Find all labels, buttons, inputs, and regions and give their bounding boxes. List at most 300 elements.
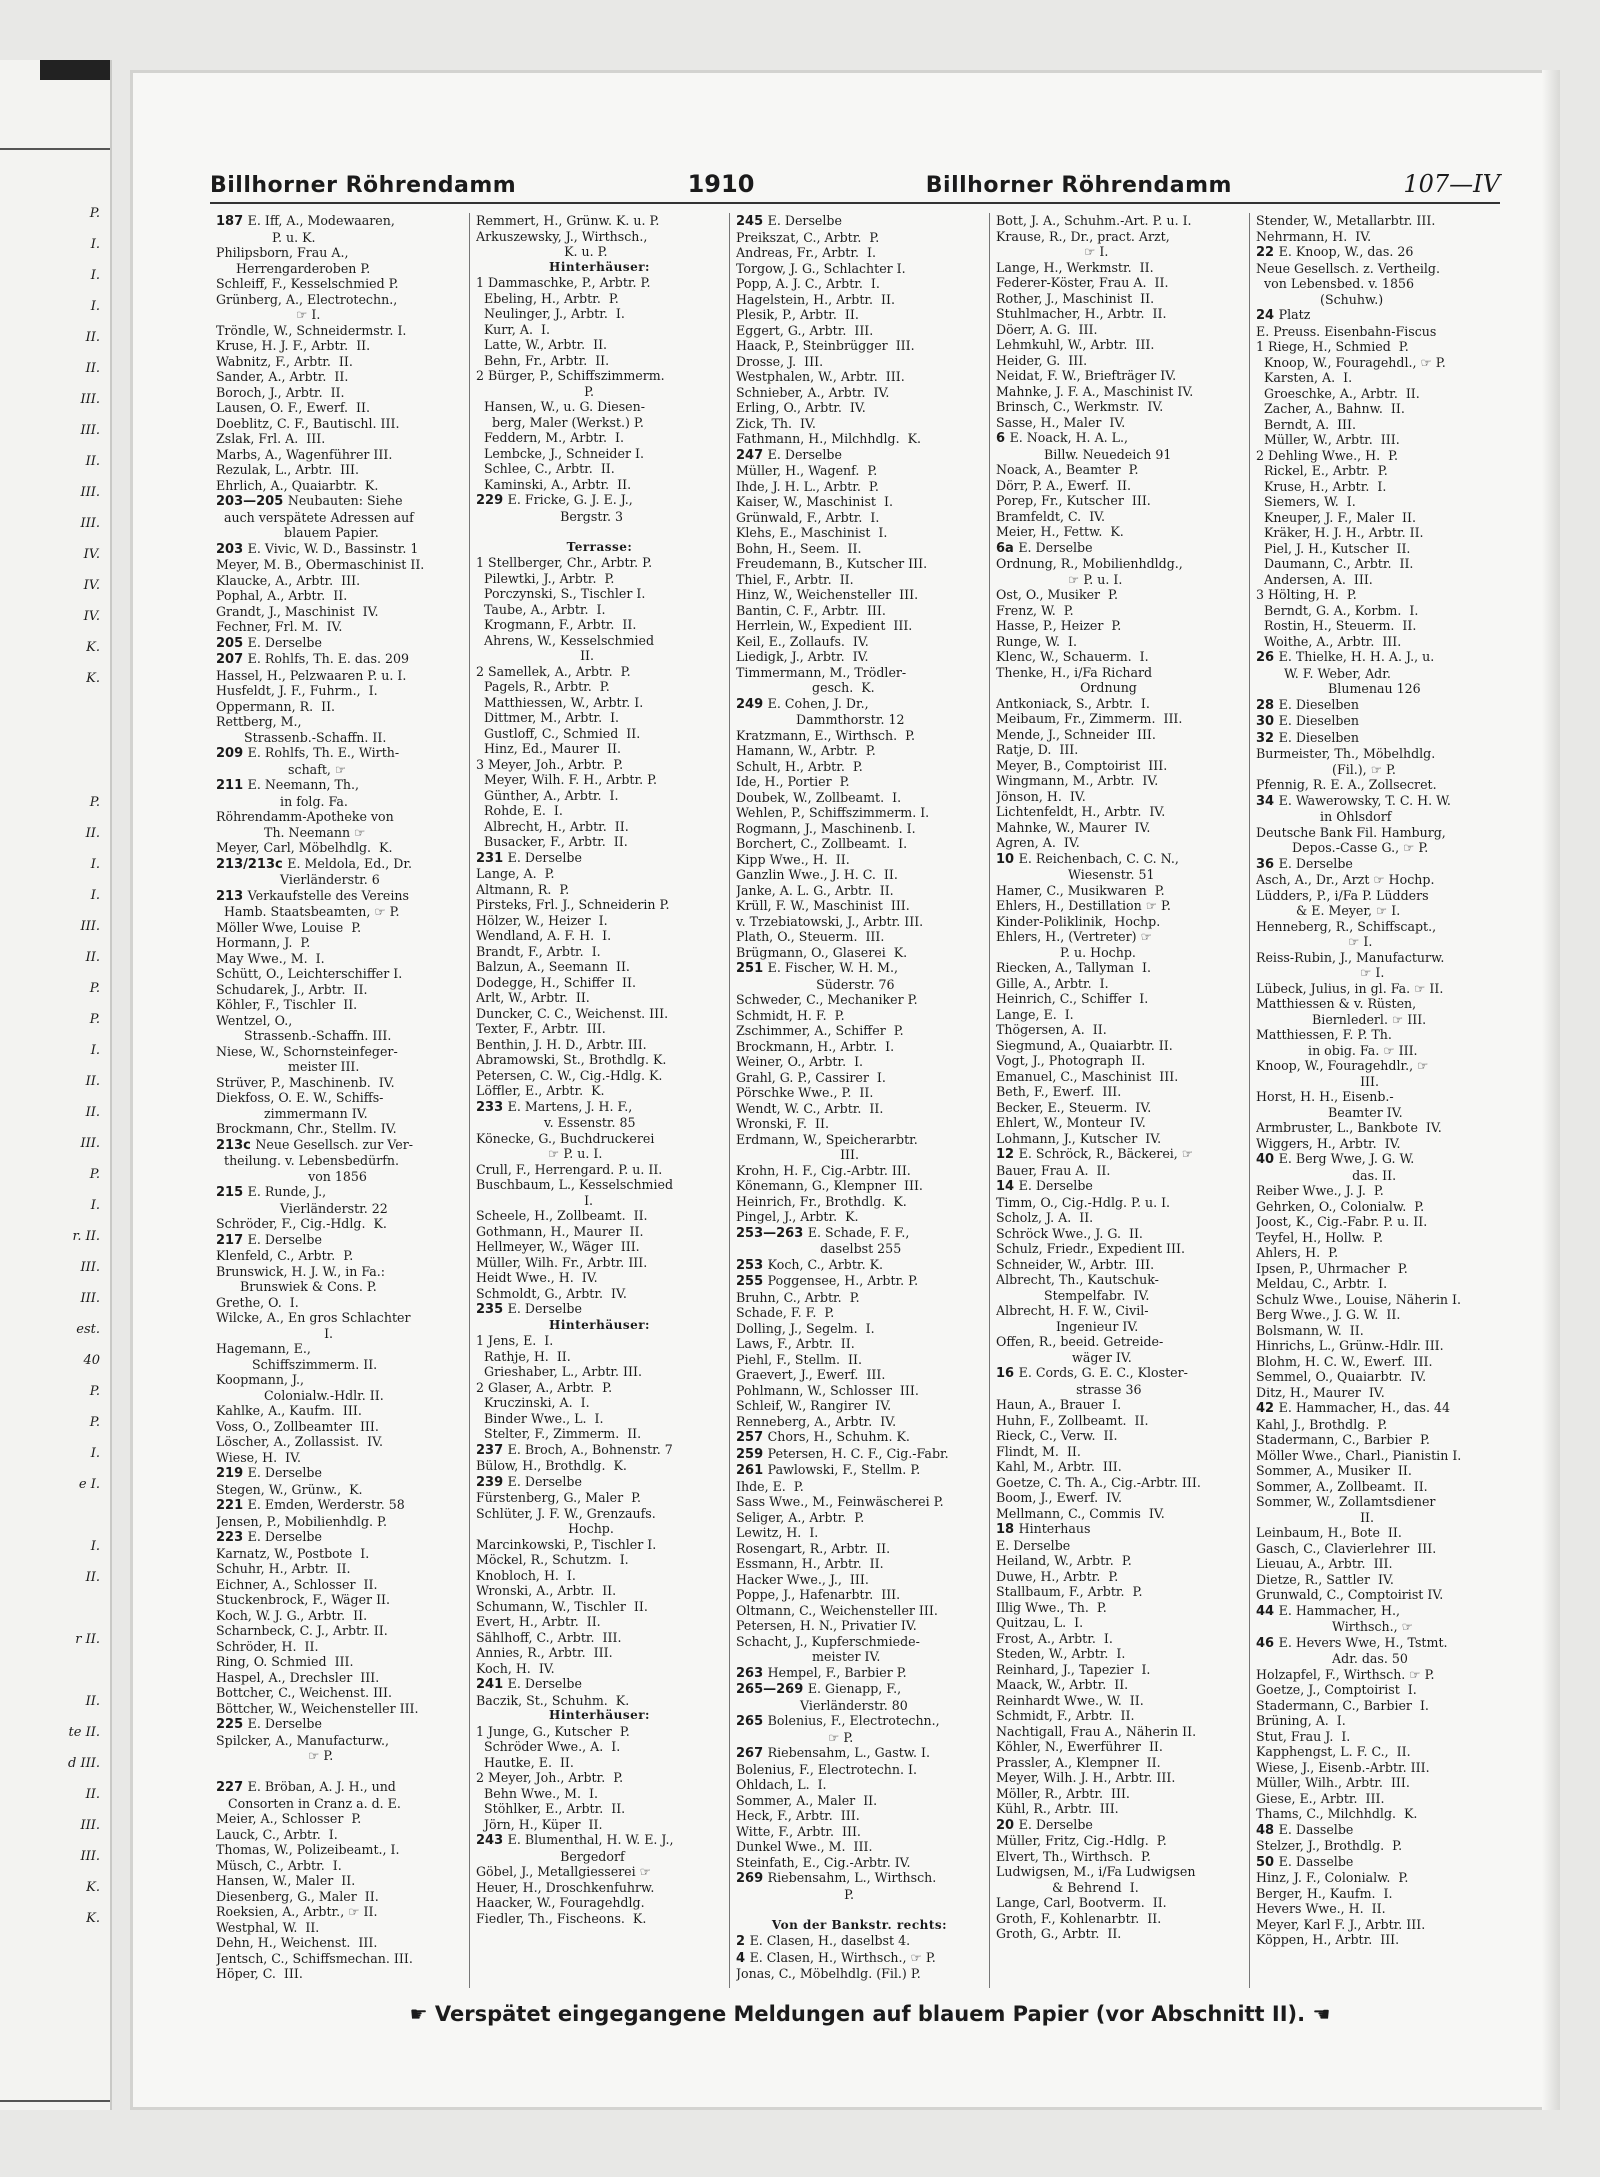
house-number-entry — [1256, 1400, 1504, 1417]
entry-text: E. Derselbe — [507, 849, 582, 865]
resident-entry: Keil, E., Zollaufs. IV. — [736, 633, 869, 649]
resident-entry: Stadermann, C., Barbier P. — [1256, 1432, 1430, 1447]
resident-entry: 2 Samellek, A., Arbtr. P. — [476, 663, 631, 679]
entry-text: E. Schröck, R., Bäckerei, ☞ — [1018, 1146, 1194, 1161]
resident-entry: Kaiser, W., Maschinist I. — [736, 494, 893, 509]
directory-page — [130, 70, 1560, 2110]
entry-text: E. Reichenbach, C. C. N., — [1018, 850, 1179, 866]
resident-entry: Sommer, A., Maler II. — [736, 1792, 878, 1808]
resident-entry: Müller, W., Arbtr. III. — [1256, 432, 1400, 447]
resident-entry: Biernlederl. ☞ III. — [1256, 1011, 1427, 1027]
resident-entry: Heider, G. III. — [996, 352, 1088, 368]
resident-entry: Colonialw.-Hdlr. II. — [216, 1387, 384, 1403]
resident-entry: Ludwigsen, M., i/Fa Ludwigsen — [996, 1864, 1196, 1879]
house-number: 259 — [736, 1446, 768, 1462]
resident-entry: zimmermann IV. — [216, 1105, 368, 1121]
house-number-entry — [996, 430, 1243, 447]
entry-text: E. Thielke, H. H. A. J., u. — [1278, 649, 1435, 664]
resident-entry: Behn Wwe., M. I. — [476, 1785, 599, 1801]
resident-entry: Abramowski, St., Brothdlg. K. — [476, 1052, 667, 1067]
resident-entry: Hagelstein, H., Arbtr. II. — [736, 291, 895, 307]
resident-entry: Kapphengst, L. F. C., II. — [1256, 1744, 1411, 1759]
resident-entry: Rostin, H., Steuerm. II. — [1256, 618, 1417, 633]
previous-page-fragment: II. — [85, 361, 100, 376]
resident-entry: Plesik, P., Arbtr. II. — [736, 307, 859, 322]
resident-entry: Jentsch, C., Schiffsmechan. III. — [216, 1950, 413, 1966]
previous-page-fragment: III. — [80, 1818, 100, 1833]
previous-page-rule — [0, 2100, 110, 2102]
entry-text: E. Wawerowsky, T. C. H. W. — [1278, 792, 1451, 808]
previous-page-fragment: II. — [85, 1074, 100, 1089]
resident-entry: Klaucke, A., Arbtr. III. — [216, 572, 361, 588]
entry-text: E. Clasen, H., daselbst 4. — [749, 1933, 911, 1948]
resident-entry: Hinz, J. F., Colonialw. P. — [1256, 1870, 1409, 1885]
resident-entry: Möller, R., Arbtr. III. — [996, 1785, 1130, 1801]
resident-entry: Wendland, A. F. H. I. — [476, 928, 612, 943]
house-number-entry — [736, 447, 983, 464]
resident-entry: III. — [736, 1147, 860, 1162]
previous-page-fragment: II. — [85, 1787, 100, 1802]
resident-entry: Brunswiek & Cons. P. — [216, 1279, 377, 1294]
house-number: 217 — [216, 1232, 248, 1248]
resident-entry: Westphalen, W., Arbtr. III. — [736, 369, 905, 384]
previous-page-fragment: K. — [86, 671, 100, 686]
resident-entry: Graevert, J., Ewerf. III. — [736, 1367, 886, 1382]
resident-entry: Diesenberg, G., Maler II. — [216, 1888, 379, 1904]
resident-entry: Schröck Wwe., J. G. II. — [996, 1225, 1143, 1241]
resident-entry: Doubek, W., Zollbeamt. I. — [736, 789, 902, 805]
house-number: 32 — [1256, 730, 1279, 746]
resident-entry: Kruczinski, A. I. — [476, 1395, 590, 1410]
resident-entry: Scholz, J. A. II. — [996, 1210, 1094, 1225]
resident-entry: 2 Dehling Wwe., H. P. — [1256, 447, 1399, 463]
resident-entry: Lembcke, J., Schneider I. — [476, 445, 644, 461]
resident-entry: Leinbaum, H., Bote II. — [1256, 1525, 1402, 1540]
entry-text: E. Iff, A., Modewaaren, — [247, 213, 395, 228]
house-number-entry — [736, 960, 983, 977]
house-number: 10 — [996, 851, 1019, 867]
resident-entry: ☞ I. — [1256, 934, 1373, 949]
resident-entry: 1 Stellberger, Chr., Arbtr. P. — [476, 555, 653, 570]
house-number-entry — [1256, 1854, 1504, 1871]
entry-text: E. Fischer, W. H. M., — [767, 960, 898, 975]
resident-entry: Kahlke, A., Kaufm. III. — [216, 1403, 362, 1418]
entry-text: Verkaufstelle des Vereins — [247, 887, 409, 903]
house-number-entry — [216, 635, 463, 652]
resident-entry: Könecke, G., Buchdruckerei — [476, 1130, 655, 1146]
house-number: 215 — [216, 1185, 248, 1200]
house-number-entry — [736, 1665, 983, 1682]
resident-entry: Klenfeld, C., Arbtr. P. — [216, 1248, 354, 1263]
entry-text: Petersen, H. C. F., Cig.-Fabr. — [767, 1445, 949, 1461]
resident-entry: Hochp. — [476, 1521, 614, 1536]
resident-entry: Holzapfel, F., Wirthsch. ☞ P. — [1256, 1666, 1435, 1682]
resident-entry: Frost, A., Arbtr. I. — [996, 1630, 1113, 1646]
house-number-entry — [216, 1529, 463, 1546]
previous-page-fragment: III. — [80, 1849, 100, 1864]
resident-entry: Schmoldt, G., Arbtr. IV. — [476, 1285, 627, 1301]
house-number: 16 — [996, 1366, 1019, 1381]
resident-entry: Reinhardt Wwe., W. II. — [996, 1692, 1144, 1708]
resident-entry: Krause, R., Dr., pract. Arzt, — [996, 228, 1170, 244]
house-number: 245 — [736, 214, 768, 229]
resident-entry: Preikszat, C., Arbtr. P. — [736, 229, 880, 245]
previous-page-fragment: te II. — [68, 1725, 100, 1740]
resident-entry: Hormann, J. P. — [216, 935, 311, 950]
resident-entry: in folg. Fa. — [216, 793, 348, 809]
entry-text: E. Cohen, J. Dr., — [767, 695, 869, 711]
resident-entry: Boroch, J., Arbtr. II. — [216, 384, 345, 400]
resident-entry: Möller Wwe., Charl., Pianistin I. — [1256, 1447, 1462, 1463]
resident-entry: Eichner, A., Schlosser II. — [216, 1576, 378, 1592]
resident-entry: Herrlein, W., Expedient III. — [736, 618, 913, 633]
entry-text: E. Gienapp, F., — [807, 1681, 902, 1696]
resident-entry: (Fil.), ☞ P. — [1256, 761, 1396, 777]
house-number-entry — [216, 493, 463, 510]
resident-entry: & E. Meyer, ☞ I. — [1256, 903, 1401, 918]
resident-entry: Kinder-Poliklinik, Hochp. — [996, 913, 1161, 929]
entry-text: E. Vivic, W. D., Bassinstr. 1 — [247, 540, 419, 556]
resident-entry: Ditz, H., Maurer IV. — [1256, 1384, 1385, 1400]
entry-text: E. Dieselben — [1278, 729, 1359, 745]
house-number: 213 — [216, 888, 248, 904]
resident-entry: Schlee, C., Arbtr. II. — [476, 461, 615, 476]
resident-entry: gesch. K. — [736, 680, 875, 695]
resident-entry: Schulz, Friedr., Expedient III. — [996, 1241, 1185, 1256]
resident-entry: Neulinger, J., Arbtr. I. — [476, 306, 625, 321]
resident-entry: Hölzer, W., Heizer I. — [476, 912, 608, 928]
resident-entry: Ahrens, W., Kesselschmied — [476, 632, 655, 648]
resident-entry: Hinz, W., Weichensteller III. — [736, 587, 919, 602]
house-number: 34 — [1256, 793, 1279, 809]
resident-entry: Brinsch, C., Werkmstr. IV. — [996, 399, 1164, 414]
resident-entry: Roeksien, A., Arbtr., ☞ II. — [216, 1904, 378, 1919]
resident-entry: Hansen, W., u. G. Diesen- — [476, 399, 645, 414]
resident-entry: Herrengarderoben P. — [216, 260, 371, 276]
resident-entry: Lübeck, Julius, in gl. Fa. ☞ II. — [1256, 980, 1444, 996]
resident-entry: Dammthorstr. 12 — [736, 712, 905, 727]
resident-entry: 2 Glaser, A., Arbtr. P. — [476, 1379, 613, 1395]
resident-entry: Thams, C., Milchhdlg. K. — [1256, 1806, 1418, 1821]
previous-page-fragment: I. — [90, 857, 100, 872]
resident-entry: Jonas, C., Möbelhdlg. (Fil.) P. — [736, 1966, 921, 1981]
resident-entry: Jörn, H., Küper II. — [476, 1816, 603, 1832]
resident-entry: Döerr, A. G. III. — [996, 321, 1098, 337]
resident-entry: Schade, F. F. P. — [736, 1305, 835, 1320]
entry-text: E. Hammacher, H., — [1278, 1602, 1400, 1618]
previous-page-fragment: P. — [89, 795, 100, 810]
resident-entry — [476, 524, 723, 540]
resident-entry: Andersen, A. III. — [1256, 571, 1373, 587]
resident-entry: Grieshaber, L., Arbtr. III. — [476, 1364, 642, 1379]
resident-entry: Deutsche Bank Fil. Hamburg, — [1256, 824, 1446, 840]
house-number-entry — [1256, 1635, 1504, 1652]
resident-entry: Giese, E., Arbtr. III. — [1256, 1790, 1385, 1806]
resident-entry: Bohn, H., Seem. II. — [736, 540, 862, 556]
resident-entry: Asch, A., Dr., Arzt ☞ Hochp. — [1256, 872, 1435, 887]
resident-entry: Pörschke Wwe., P. II. — [736, 1085, 874, 1100]
resident-entry: Hinz, Ed., Maurer II. — [476, 741, 622, 756]
previous-page-fragment: I. — [90, 268, 100, 283]
resident-entry: Pilewtki, J., Arbtr. P. — [476, 570, 615, 586]
resident-entry: Siemers, W. I. — [1256, 494, 1356, 509]
resident-entry: Ehrlich, A., Quaiarbtr. K. — [216, 477, 379, 493]
resident-entry: Meyer, M. B., Obermaschinist II. — [216, 557, 425, 572]
resident-entry: Heidt Wwe., H. IV. — [476, 1270, 598, 1285]
resident-entry: Timm, O., Cig.-Hdlg. P. u. I. — [996, 1194, 1171, 1210]
resident-entry: Schult, H., Arbtr. P. — [736, 758, 863, 774]
section-heading: Terrasse: — [566, 539, 633, 554]
resident-entry: v. Trzebiatowski, J., Arbtr. III. — [736, 913, 924, 929]
resident-entry: Klehs, E., Maschinist I. — [736, 525, 888, 540]
entry-text: Platz — [1278, 307, 1311, 322]
entry-text: E. Neemann, Th., — [247, 777, 359, 792]
house-number: 36 — [1256, 856, 1279, 872]
house-number: 22 — [1256, 245, 1279, 260]
resident-entry: Daumann, C., Arbtr. II. — [1256, 556, 1414, 571]
resident-entry: Horst, H. H., Eisenb.- — [1256, 1089, 1394, 1104]
resident-entry: Arlt, W., Arbtr. II. — [476, 990, 590, 1005]
entry-text: E. Derselbe — [1018, 539, 1093, 555]
resident-entry: P. u. Hochp. — [996, 944, 1136, 960]
resident-entry: 1 Riege, H., Schmied P. — [1256, 339, 1409, 354]
pointing-hand-left-icon: ☚ — [1312, 2002, 1331, 2026]
resident-entry: 3 Meyer, Joh., Arbtr. P. — [476, 756, 624, 772]
resident-entry: Oltmann, C., Weichensteller III. — [736, 1602, 938, 1618]
late-entries-note — [330, 2002, 1410, 2026]
resident-entry: ☞ P. u. I. — [996, 571, 1123, 587]
previous-page-fragment: II. — [85, 330, 100, 345]
resident-entry: Haack, P., Steinbrügger III. — [736, 338, 915, 353]
resident-entry: Brunswick, H. J. W., in Fa.: — [216, 1263, 386, 1279]
resident-entry: Lange, A. P. — [476, 866, 555, 881]
house-number-entry — [736, 1462, 983, 1479]
resident-entry: Schweder, C., Mechaniker P. — [736, 992, 918, 1007]
resident-entry: Ebeling, H., Arbtr. P. — [476, 290, 619, 306]
resident-entry: Siegmund, A., Quaiarbtr. II. — [996, 1037, 1173, 1053]
resident-entry: Süderstr. 76 — [736, 976, 895, 992]
resident-entry: Billw. Neuedeich 91 — [996, 446, 1172, 462]
resident-entry: Seliger, A., Arbtr. P. — [736, 1509, 865, 1525]
house-number-entry — [736, 1225, 983, 1242]
resident-entry: Dietze, R., Sattler IV. — [1256, 1571, 1394, 1587]
previous-page-fragment: III. — [80, 516, 100, 531]
resident-entry: Buschbaum, L., Kesselschmied — [476, 1177, 674, 1192]
house-number-entry — [736, 1257, 983, 1274]
resident-entry: Riecken, A., Tallyman I. — [996, 960, 1151, 975]
previous-page-fragment: P. — [89, 1384, 100, 1399]
resident-entry: Karnatz, W., Postbote I. — [216, 1545, 370, 1561]
house-number-entry — [736, 1429, 983, 1446]
resident-entry: (Schuhw.) — [1256, 291, 1384, 307]
resident-entry: Pingel, J., Arbtr. K. — [736, 1209, 859, 1224]
entry-text: E. Dieselben — [1278, 713, 1359, 728]
resident-entry: Matthiessen, F. P. Th. — [1256, 1027, 1392, 1042]
resident-entry: schaft, ☞ — [216, 761, 347, 777]
resident-entry: Philipsborn, Frau A., — [216, 245, 349, 260]
house-number-entry — [216, 1716, 463, 1733]
house-number-entry — [476, 1474, 723, 1491]
previous-page-fragment: III. — [80, 919, 100, 934]
house-number: 6a — [996, 540, 1019, 556]
resident-entry: Latte, W., Arbtr. II. — [476, 337, 608, 352]
resident-entry: Sommer, W., Zollamtsdiener — [1256, 1494, 1436, 1509]
house-number: 20 — [996, 1817, 1019, 1833]
resident-entry: Mellmann, C., Commis IV. — [996, 1505, 1165, 1521]
previous-page-fragment: I. — [90, 299, 100, 314]
resident-entry: Vogt, J., Photograph II. — [996, 1053, 1146, 1068]
house-number: 42 — [1256, 1401, 1279, 1416]
resident-entry: Evert, H., Arbtr. II. — [476, 1614, 601, 1629]
resident-entry: blauem Papier. — [216, 525, 379, 540]
resident-entry — [216, 1764, 463, 1780]
resident-entry: Agren, A. IV. — [996, 835, 1080, 850]
resident-entry: Ihde, E. P. — [736, 1478, 804, 1494]
header-street-left: Billhorner Röhrendamm — [210, 173, 517, 198]
resident-entry: Gille, A., Arbtr. I. — [996, 975, 1109, 991]
resident-entry: Federer-Köster, Frau A. II. — [996, 275, 1169, 290]
resident-entry: I. — [216, 1325, 334, 1341]
resident-entry: Schlüter, J. F. W., Grenzaufs. — [476, 1505, 656, 1521]
resident-entry: Meier, A., Schlosser P. — [216, 1811, 362, 1826]
previous-page-fragment: P. — [89, 1415, 100, 1430]
house-number: 253—263 — [736, 1225, 808, 1241]
house-number-entry — [1256, 713, 1504, 730]
resident-entry: Popp, A. J. C., Arbtr. I. — [736, 276, 880, 291]
resident-entry: Liedigk, J., Arbtr. IV. — [736, 649, 869, 664]
resident-entry: Scharnbeck, C. J., Arbtr. II. — [216, 1623, 388, 1638]
entry-text: E. Derselbe — [1018, 1178, 1093, 1193]
resident-entry: Gasch, C., Clavierlehrer III. — [1256, 1540, 1437, 1556]
previous-page-fragment: r. II. — [72, 1229, 100, 1244]
resident-entry: Knoop, W., Fouragehdlr., ☞ — [1256, 1058, 1429, 1073]
resident-entry: strasse 36 — [996, 1381, 1142, 1397]
resident-entry: Hasse, P., Heizer P. — [996, 618, 1122, 633]
resident-entry: Heck, F., Arbtr. III. — [736, 1808, 860, 1823]
resident-entry: Könemann, G., Klempner III. — [736, 1178, 923, 1193]
resident-entry: Thenke, H., i/Fa Richard — [996, 664, 1153, 680]
previous-page-fragment: 40 — [83, 1353, 100, 1368]
previous-page-fragment: K. — [86, 640, 100, 655]
resident-entry: Remmert, H., Grünw. K. u. P. — [476, 213, 660, 228]
house-number-entry — [1256, 730, 1504, 747]
resident-entry: Matthiessen & v. Rüsten, — [1256, 996, 1417, 1011]
previous-page-fragment: P. — [89, 981, 100, 996]
house-number: 24 — [1256, 308, 1279, 323]
resident-entry: Grahl, G. P., Cassirer I. — [736, 1069, 886, 1085]
previous-page-fragment: I. — [90, 1539, 100, 1554]
resident-entry: Schröder, H. II. — [216, 1638, 319, 1654]
house-number: 247 — [736, 447, 768, 463]
entry-text: E. Blumenthal, H. W. E. J., — [507, 1832, 674, 1847]
house-number: 267 — [736, 1746, 768, 1761]
entry-text: Koch, C., Arbtr. K. — [767, 1256, 883, 1272]
resident-entry: Kahl, J., Brothdlg. P. — [1256, 1416, 1388, 1432]
resident-entry: Busacker, F., Arbtr. II. — [476, 834, 628, 849]
resident-entry: Sählhoff, C., Arbtr. III. — [476, 1629, 622, 1645]
resident-entry: 2 Meyer, Joh., Arbtr. P. — [476, 1770, 624, 1785]
house-number-entry — [216, 777, 463, 794]
resident-entry: berg, Maler (Werkst.) P. — [476, 414, 644, 430]
previous-page-fragment: K. — [86, 1880, 100, 1895]
resident-entry: Noack, A., Beamter P. — [996, 462, 1139, 477]
resident-entry: Heiland, W., Arbtr. P. — [996, 1553, 1132, 1568]
house-number-entry — [1256, 697, 1504, 714]
resident-entry: Heinrich, C., Schiffer I. — [996, 991, 1149, 1006]
resident-entry: Woithe, A., Arbtr. III. — [1256, 633, 1402, 649]
resident-entry: W. F. Weber, Adr. — [1256, 665, 1391, 681]
previous-page-fragment: II. — [85, 1105, 100, 1120]
resident-entry: Haspel, A., Drechsler III. — [216, 1669, 380, 1685]
resident-entry: Kruse, H., Arbtr. I. — [1256, 478, 1387, 494]
resident-entry: Ring, O. Schmied III. — [216, 1654, 354, 1669]
resident-entry: Wilcke, A., En gros Schlachter — [216, 1310, 411, 1325]
resident-entry: Illig Wwe., Th. P. — [996, 1599, 1107, 1615]
resident-entry: Strassenb.-Schaffn. III. — [216, 1028, 392, 1043]
resident-entry: Wentzel, O., — [216, 1012, 293, 1028]
resident-entry: Lausen, O. F., Ewerf. II. — [216, 400, 371, 415]
resident-entry: Hamer, C., Musikwaren P. — [996, 882, 1165, 898]
resident-entry: Strüver, P., Maschinenb. IV. — [216, 1074, 395, 1090]
resident-entry: Berndt, A. III. — [1256, 416, 1357, 432]
resident-entry: Dodegge, H., Schiffer II. — [476, 974, 636, 990]
house-number: 253 — [736, 1257, 768, 1273]
resident-entry: Schuhr, H., Arbtr. II. — [216, 1561, 351, 1576]
resident-entry: Müller, H., Wagenf. P. — [736, 463, 878, 478]
resident-entry: Ost, O., Musiker P. — [996, 587, 1118, 602]
resident-entry: Koch, H. IV. — [476, 1660, 555, 1676]
resident-entry: v. Essenstr. 85 — [476, 1115, 636, 1130]
resident-entry: Bantin, C. F., Arbtr. III. — [736, 602, 886, 618]
resident-entry: Albrecht, Th., Kautschuk- — [996, 1272, 1159, 1287]
resident-entry: Schulz Wwe., Louise, Näherin I. — [1256, 1291, 1461, 1307]
resident-entry: Ordnung, R., Mobilienhdldg., — [996, 556, 1183, 571]
resident-entry: meister III. — [216, 1059, 360, 1074]
house-number: 26 — [1256, 650, 1279, 665]
entry-text: Chors, H., Schuhm. K. — [767, 1429, 910, 1444]
house-number-entry — [216, 541, 463, 558]
resident-entry: Pohlmann, W., Schlosser III. — [736, 1382, 919, 1398]
resident-entry: Wronski, A., Arbtr. II. — [476, 1583, 617, 1598]
entry-text: E. Derselbe — [767, 446, 842, 462]
entry-text: E. Clasen, H., Wirthsch., ☞ P. — [749, 1949, 936, 1965]
resident-entry: Schacht, J., Kupferschmiede- — [736, 1633, 920, 1649]
entry-text: E. Derselbe — [507, 1301, 582, 1316]
house-number-entry — [1256, 1151, 1504, 1168]
resident-entry: Sasse, H., Maler IV. — [996, 414, 1126, 430]
resident-entry: Wendt, W. C., Arbtr. II. — [736, 1100, 884, 1116]
resident-entry: Niese, W., Schornsteinfeger- — [216, 1043, 398, 1059]
resident-entry: Grünwald, F., Arbtr. I. — [736, 509, 880, 525]
resident-entry: Hellmeyer, W., Wäger III. — [476, 1239, 640, 1254]
resident-entry: Vierländerstr. 6 — [216, 872, 380, 887]
house-number-entry — [216, 1232, 463, 1249]
entry-text: Pawlowski, F., Stellm. P. — [767, 1462, 921, 1477]
resident-entry: Depos.-Casse G., ☞ P. — [1256, 840, 1429, 855]
house-number: 12 — [996, 1147, 1019, 1162]
previous-page-fragment: IV. — [83, 547, 100, 562]
entry-text: E. Martens, J. H. F., — [507, 1098, 633, 1114]
resident-entry: Rathje, H. II. — [476, 1348, 571, 1364]
house-number: 4 — [736, 1950, 750, 1966]
resident-entry: Rogmann, J., Maschinenb. I. — [736, 820, 916, 836]
resident-entry: Duwe, H., Arbtr. P. — [996, 1568, 1119, 1584]
entry-text: Bolenius, F., Electrotechn., — [767, 1713, 940, 1728]
resident-entry: Torgow, J. G., Schlachter I. — [736, 260, 906, 276]
resident-entry: Weiner, O., Arbtr. I. — [736, 1054, 864, 1069]
resident-entry: Wiese, J., Eisenb.-Arbtr. III. — [1256, 1759, 1430, 1775]
house-number-entry — [216, 1465, 463, 1482]
